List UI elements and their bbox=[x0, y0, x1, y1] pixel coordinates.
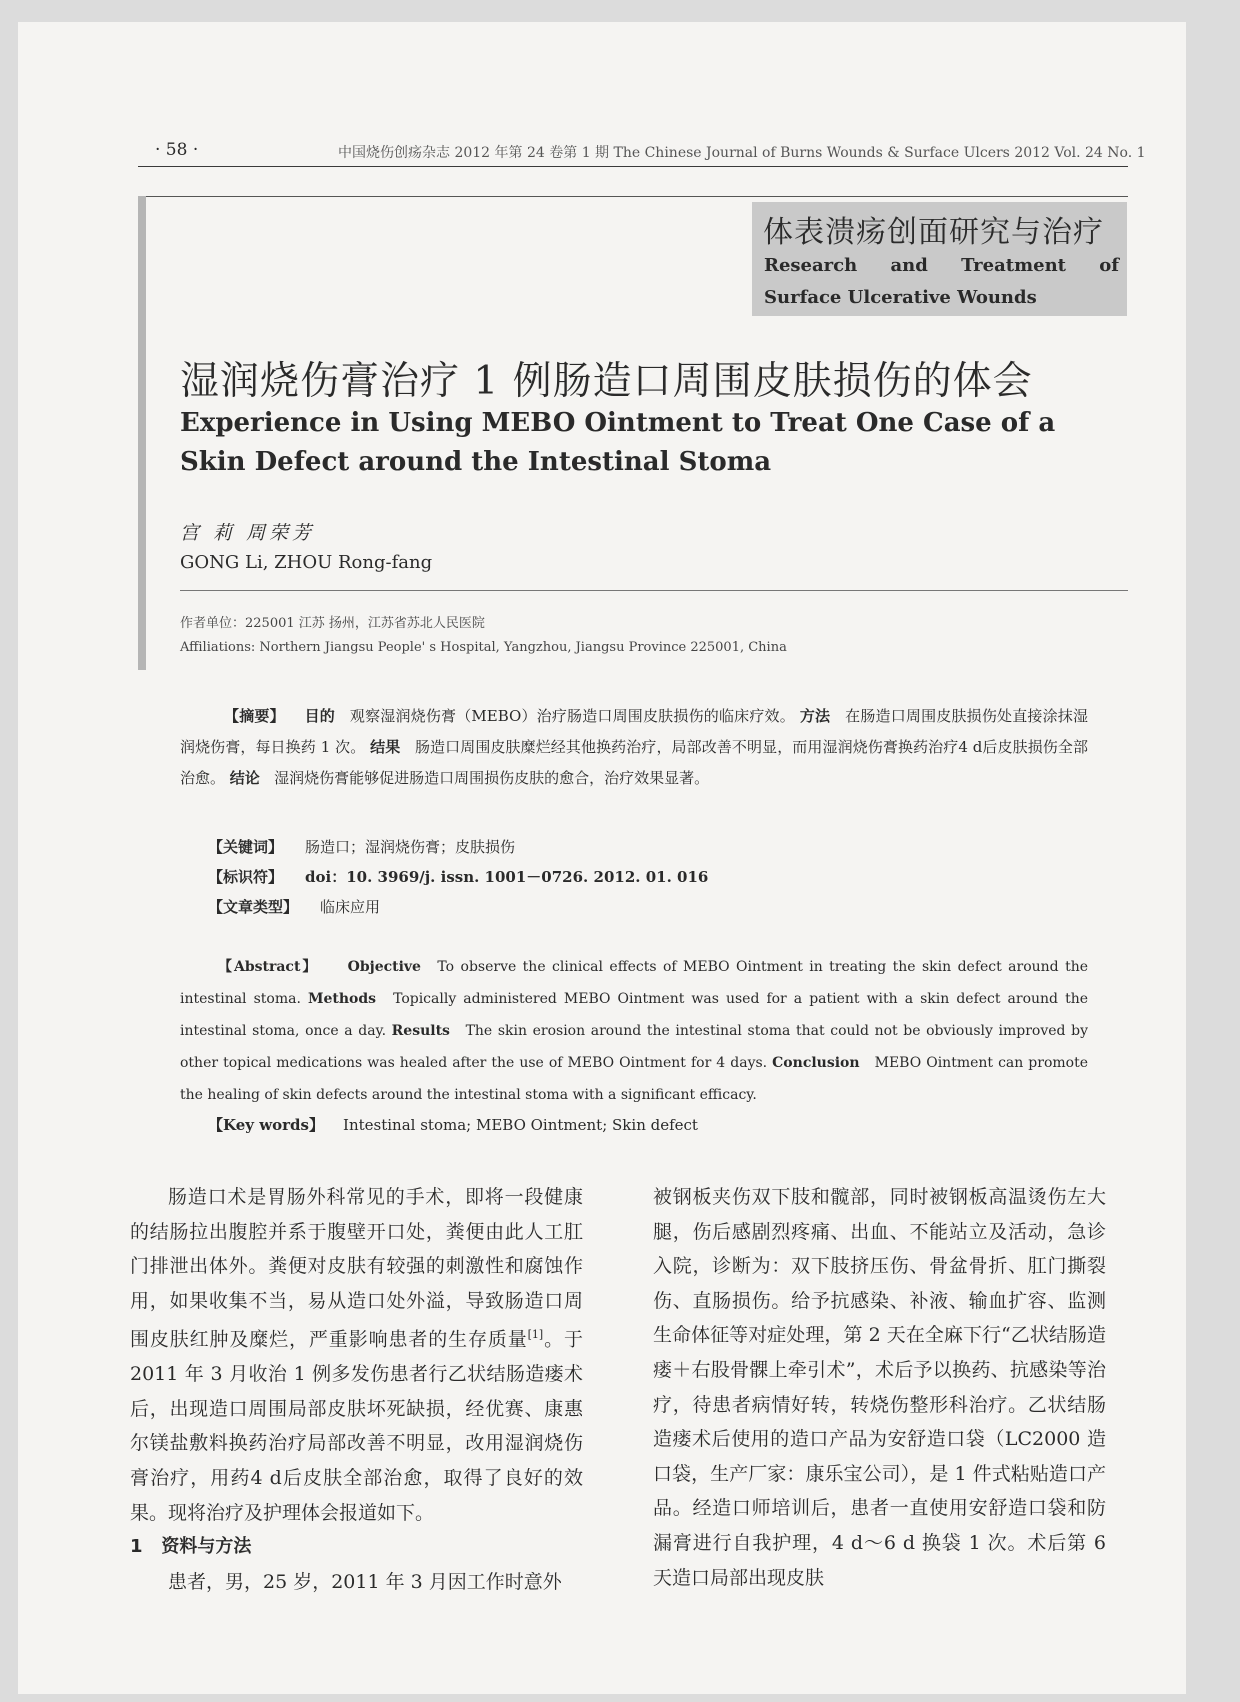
authors-zh: 宫 莉 周荣芳 bbox=[180, 522, 316, 544]
keywords-text-en: Intestinal stoma; MEBO Ointment; Skin defect bbox=[343, 1116, 698, 1134]
abstract-en bbox=[180, 951, 1088, 1111]
abstract-label-en: 【Abstract】 bbox=[218, 959, 319, 975]
objective-label-en: Objective bbox=[347, 959, 421, 975]
objective-text-zh: 观察湿润烧伤膏（MEBO）治疗肠造口周围皮肤损伤的临床疗效。 bbox=[349, 707, 795, 725]
doi-label: 【标识符】 bbox=[208, 868, 284, 886]
keywords-en bbox=[208, 1114, 698, 1135]
body-column-right bbox=[653, 1180, 1106, 1595]
author-rule bbox=[180, 590, 1128, 591]
section-rule bbox=[138, 196, 1128, 197]
article-type-label: 【文章类型】 bbox=[208, 898, 299, 916]
body-paragraph-1 bbox=[130, 1180, 583, 1530]
running-head: 中国烧伤创疡杂志 2012 年第 24 卷第 1 期 The Chinese Journal of Burns Wounds & Surface Ulcers 2012 Vol. 24 No. 1 bbox=[338, 145, 1146, 161]
affiliation-zh: 作者单位：225001 江苏 扬州，江苏省苏北人民医院 bbox=[180, 616, 485, 631]
citation-ref: [1] bbox=[527, 1328, 544, 1342]
keywords-label-zh: 【关键词】 bbox=[208, 838, 284, 856]
section-title-zh: 体表溃疡创面研究与治疗 bbox=[763, 215, 1104, 250]
methods-label-en: Methods bbox=[307, 991, 377, 1007]
keywords-text-zh: 肠造口；湿润烧伤膏；皮肤损伤 bbox=[305, 838, 516, 856]
paragraph-1-text-cont: 。于 2011 年 3 月收治 1 例多发伤患者行乙状结肠造瘘术后，出现造口周围局部皮肤坏死缺损，经优赛、康惠尔镁盐敷料换药治疗局部改善不明显，改用湿润烧伤膏治疗，用药4 d后皮肤全部治愈，取得了良好的效果。现将治疗及护理体会报道如下。 bbox=[130, 1328, 583, 1524]
results-text-en: The skin erosion around the intestinal stoma that could not be obviously improved by other topical medications was healed after the use of MEBO Ointment for 4 days. bbox=[180, 1023, 1089, 1071]
heading-number: 1 bbox=[130, 1536, 143, 1558]
page-number: · 58 · bbox=[155, 140, 199, 160]
conclusion-text-zh: 湿润烧伤膏能够促进肠造口周围损伤皮肤的愈合，治疗效果显著。 bbox=[274, 769, 710, 787]
paragraph-1-text: 肠造口术是胃肠外科常见的手术，即将一段健康的结肠拉出腹腔并系于腹壁开口处，粪便由此人工肛门排泄出体外。粪便对皮肤有较强的刺激性和腐蚀作用，如果收集不当，易从造口处外溢，导致肠造口周围皮肤红肿及糜烂，严重影响患者的生存质量 bbox=[130, 1186, 583, 1351]
methods-label-zh: 方法 bbox=[799, 707, 831, 725]
header-rule bbox=[138, 166, 1128, 167]
abstract-zh bbox=[180, 701, 1088, 794]
conclusion-label-zh: 结论 bbox=[229, 769, 260, 787]
article-title-en: Experience in Using MEBO Ointment to Treat One Case of a Skin Defect around the Intestinal Stoma bbox=[180, 408, 1056, 477]
results-text-zh: 肠造口周围皮肤糜烂经其他换药治疗，局部改善不明显，而用湿润烧伤膏换药治疗4 d后皮肤损伤全部治愈。 bbox=[180, 738, 1088, 787]
affiliation-en: Affiliations: Northern Jiangsu People' s Hospital, Yangzhou, Jiangsu Province 225001, China bbox=[180, 640, 787, 655]
methods-text-zh: 在肠造口周围皮肤损伤处直接涂抹湿润烧伤膏，每日换药 1 次。 bbox=[180, 707, 1088, 756]
doi-line bbox=[208, 866, 730, 887]
methods-text-en: Topically administered MEBO Ointment was used for a patient with a skin defect around the intestinal stoma, once a day. bbox=[180, 991, 1088, 1039]
article-type-text: 临床应用 bbox=[320, 898, 381, 916]
keywords-zh bbox=[208, 836, 515, 857]
sidebar-bar bbox=[138, 196, 146, 670]
doi-text: doi：10. 3969/j. issn. 1001－0726. 2012. 01. 016 bbox=[305, 868, 709, 886]
keywords-label-en: 【Key words】 bbox=[208, 1116, 324, 1134]
body-column-left bbox=[130, 1180, 583, 1599]
objective-text-en: To observe the clinical effects of MEBO Ointment in treating the skin defect around the intestinal stoma. bbox=[180, 959, 1089, 1007]
authors-en: GONG Li, ZHOU Rong-fang bbox=[180, 552, 433, 573]
section-heading-1 bbox=[130, 1530, 583, 1565]
section-box bbox=[752, 202, 1127, 316]
body-paragraph-3: 被钢板夹伤双下肢和髋部，同时被钢板高温烫伤左大腿，伤后感剧烈疼痛、出血、不能站立及活动，急诊入院，诊断为：双下肢挤压伤、骨盆骨折、肛门撕裂伤、直肠损伤。给予抗感染、补液、输血扩容、监测生命体征等对症处理，第 2 天在全麻下行“乙状结肠造瘘＋右股骨髁上牵引术”，术后予以换药、抗感染等治疗，待患者病情好转，转烧伤整形科治疗。乙状结肠造瘘术后使用的造口产品为安舒造口袋（LC2000 造口袋，生产厂家：康乐宝公司），是 1 件式粘贴造口产品。经造口师培训后，患者一直使用安舒造口袋和防漏膏进行自我护理，4 d～6 d 换袋 1 次。术后第 6 天造口局部出现皮肤 bbox=[653, 1186, 1106, 1589]
objective-label-zh: 目的 bbox=[304, 707, 335, 725]
section-title-en: Research and Treatment of Surface Ulcerative Wounds bbox=[764, 255, 1119, 308]
heading-text: 资料与方法 bbox=[161, 1536, 252, 1558]
results-label-en: Results bbox=[391, 1023, 450, 1039]
conclusion-text-en: MEBO Ointment can promote the healing of skin defects around the intestinal stoma with a significant efficacy. bbox=[180, 1055, 1089, 1103]
article-type bbox=[208, 896, 380, 917]
abstract-label-zh: 【摘要】 bbox=[224, 707, 285, 725]
conclusion-label-en: Conclusion bbox=[772, 1055, 860, 1071]
article-title-zh: 湿润烧伤膏治疗 1 例肠造口周围皮肤损伤的体会 bbox=[180, 359, 1033, 404]
body-paragraph-2: 患者，男，25 岁，2011 年 3 月因工作时意外 bbox=[168, 1570, 562, 1593]
results-label-zh: 结果 bbox=[370, 738, 401, 756]
